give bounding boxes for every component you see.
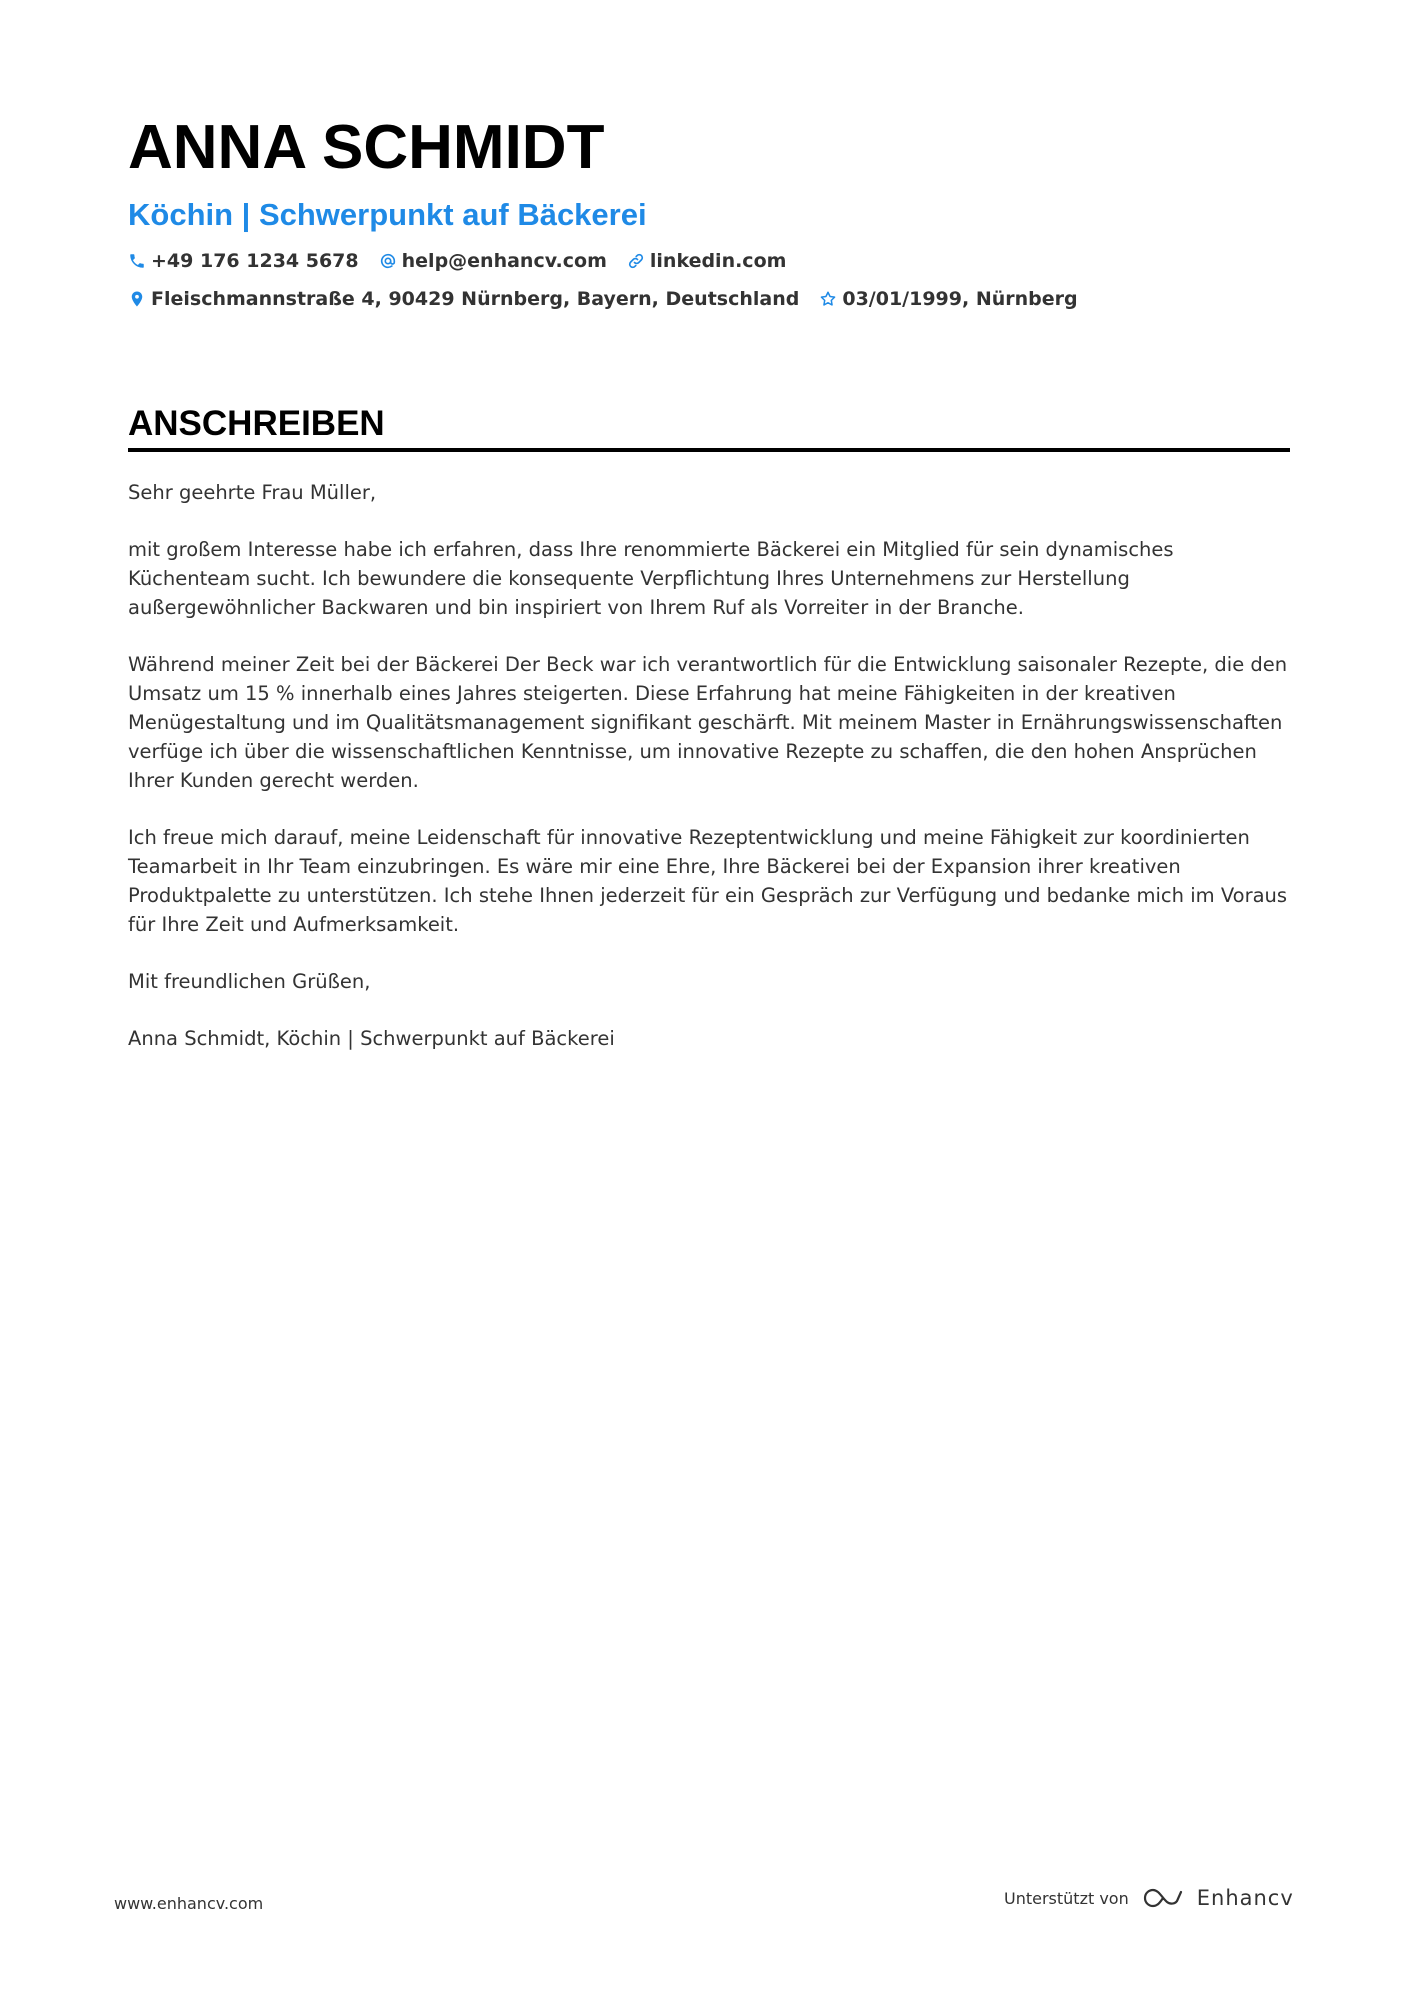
footer-branding <box>1004 1884 1294 1912</box>
link-icon <box>627 252 645 270</box>
section-title: ANSCHREIBEN <box>128 404 385 443</box>
star-icon <box>819 290 837 308</box>
letter-signature: Anna Schmidt, Köchin | Schwerpunkt auf Bäckerei <box>128 1027 615 1050</box>
address-text: Fleischmannstraße 4, 90429 Nürnberg, Bayern, Deutschland <box>151 288 800 310</box>
letter-salutation: Sehr geehrte Frau Müller, <box>128 481 377 504</box>
phone-icon <box>128 252 146 270</box>
footer-website[interactable]: www.enhancv.com <box>114 1894 264 1913</box>
enhancv-logo-icon <box>1141 1884 1185 1912</box>
contact-row-1 <box>128 248 1290 274</box>
letter-paragraph: Während meiner Zeit bei der Bäckerei Der Beck war ich verantwortlich für die Entwicklung saisonaler Rezepte, die den Umsatz um 15 % innerhalb eines Jahres steigerten. Diese Erfahrung hat meine Fähigkeiten in der kreativen Menügestaltung und im Qualitätsmanagement signifikant geschärft. Mit meinem Master in Ernährungswissenschaften verfüge ich über die wissenschaftlichen Kenntnisse, um innovative Rezepte zu schaffen, die den hohen Ansprüchen Ihrer Kunden gerecht werden. <box>128 653 1288 792</box>
letter-closing: Mit freundlichen Grüßen, <box>128 970 371 993</box>
email-text: help@enhancv.com <box>401 250 607 272</box>
applicant-name: ANNA SCHMIDT <box>128 113 605 182</box>
contact-email <box>379 250 607 272</box>
contact-row-2 <box>128 286 1290 312</box>
letter-paragraph: mit großem Interesse habe ich erfahren, dass Ihre renommierte Bäckerei ein Mitglied für sein dynamisches Küchenteam sucht. Ich bewundere die konsequente Verpflichtung Ihres Unternehmens zur Herstellung außergewöhnlicher Backwaren und bin inspiriert von Ihrem Ruf als Vorreiter in der Branche. <box>128 538 1174 619</box>
location-pin-icon <box>128 290 146 308</box>
contact-birth <box>819 288 1077 310</box>
contact-linkedin <box>627 250 787 272</box>
section-divider <box>128 448 1290 452</box>
contact-phone <box>128 250 359 272</box>
letter-body <box>128 478 1290 1053</box>
at-icon <box>379 252 397 270</box>
phone-text: +49 176 1234 5678 <box>151 250 359 272</box>
brand-name: Enhancv <box>1196 1886 1294 1910</box>
birth-text: 03/01/1999, Nürnberg <box>842 288 1078 310</box>
powered-by-text: Unterstützt von <box>1004 1888 1129 1908</box>
linkedin-text: linkedin.com <box>649 250 787 272</box>
contact-address <box>128 288 799 310</box>
job-title: Köchin | Schwerpunkt auf Bäckerei <box>128 197 647 232</box>
cover-letter-page <box>128 112 1290 1081</box>
letter-paragraph: Ich freue mich darauf, meine Leidenschaft für innovative Rezeptentwicklung und meine Fähigkeit zur koordinierten Teamarbeit in Ihr Team einzubringen. Es wäre mir eine Ehre, Ihre Bäckerei bei der Expansion ihrer kreativen Produktpalette zu unterstützen. Ich stehe Ihnen jederzeit für ein Gespräch zur Verfügung und bedanke mich im Voraus für Ihre Zeit und Aufmerksamkeit. <box>128 826 1288 936</box>
